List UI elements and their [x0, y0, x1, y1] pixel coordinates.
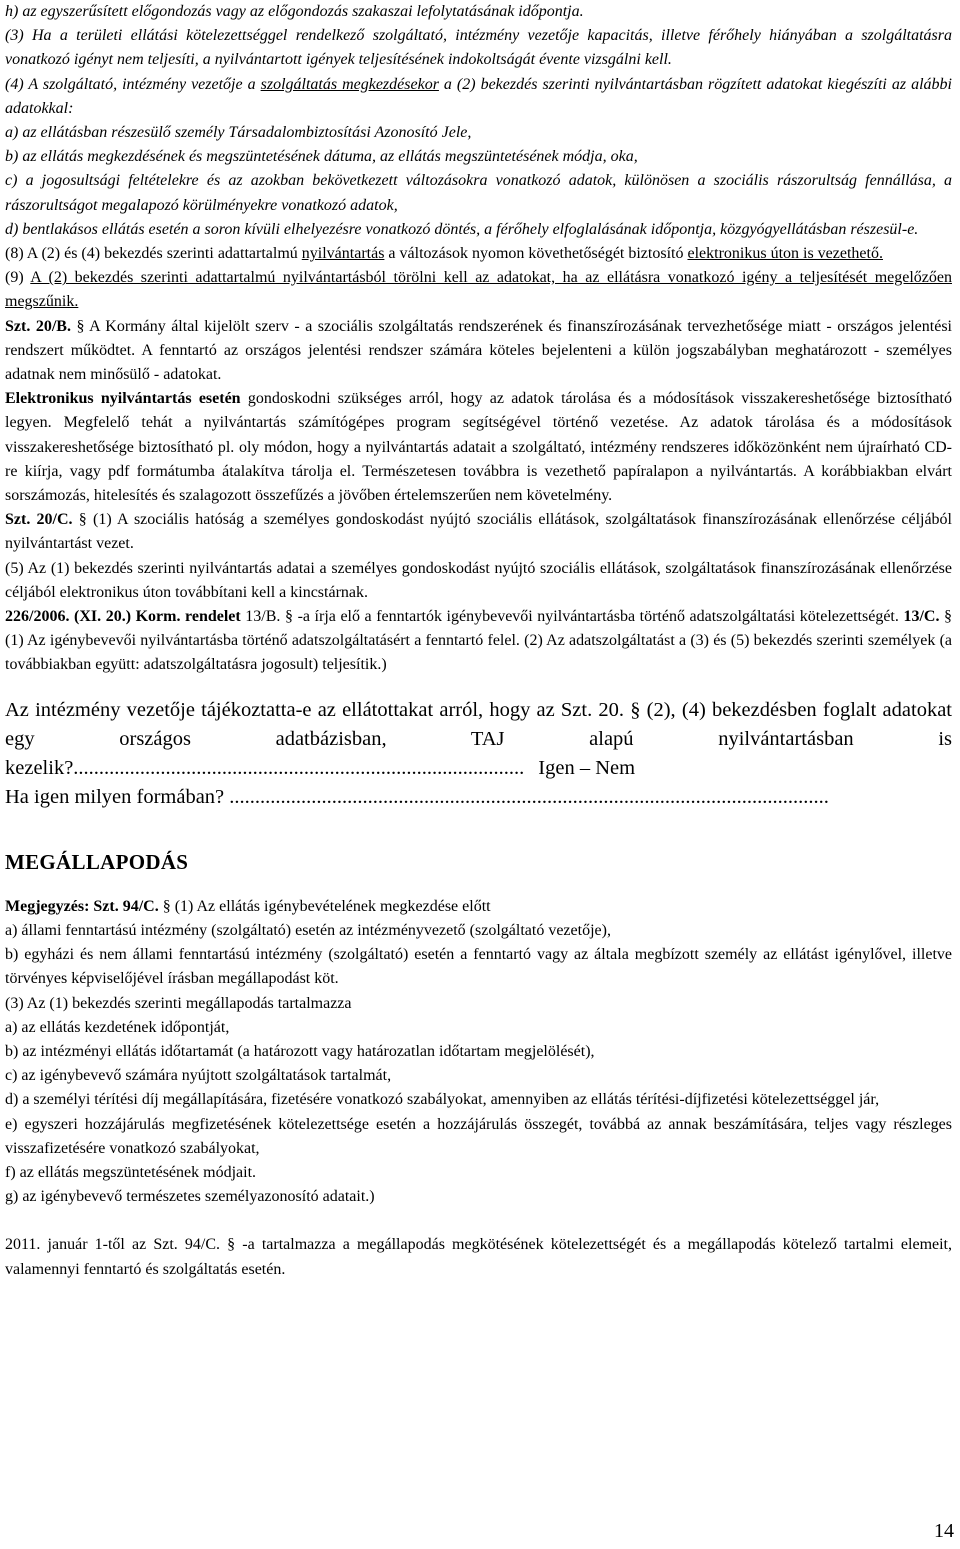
answer-dots: ..................................................................................................................... [229, 785, 829, 808]
followup-question: Ha igen milyen formában? ..................................................................................................................... [5, 785, 829, 808]
underlined-phrase: szolgáltatás megkezdésekor [260, 75, 439, 93]
note-label: Megjegyzés: Szt. 94/C. [5, 897, 159, 915]
list-item: a) az ellátás kezdetének időpontját, [5, 1018, 230, 1036]
answer-dots: ........................................................................................ [73, 756, 525, 779]
paragraph-8: (8) A (2) és (4) bekezdés szerinti adattartalmú nyilvántartás a változások nyomon követhetőségét biztosító elektronikus úton is vezethető. [5, 245, 883, 263]
yes-no-options: Igen – Nem [538, 756, 636, 779]
paragraph-5: (5) Az (1) bekezdés szerinti nyilvántartás adatai a személyes gondoskodást nyújtó szociális ellátások, szolgáltatások finanszírozásának ellenőrzése céljából elektronikus úton továbbítani kell a kincstárnak. [5, 559, 952, 601]
list-item: g) az igénybevevő természetes személyazonosító adatait.) [5, 1188, 375, 1206]
list-item: c) az igénybevevő számára nyújtott szolgáltatások tartalmát, [5, 1067, 392, 1085]
list-item: d) a személyi térítési díj megállapítására, fizetésére vonatkozó szabályokat, amennyiben az ellátás térítési-díjfizetési kötelezettséggel jár, [5, 1091, 880, 1109]
section-label: Szt. 20/B. [5, 317, 71, 335]
government-decree: 226/2006. (XI. 20.) Korm. rendelet 13/B. § -a írja elő a fenntartók igénybevevői nyilvántartásba történő adatszolgáltatási kötelezettségét. 13/C. § (1) Az igénybevevői nyilvántartásba történő adatszolgáltatásért a fenntartó felel. (2) Az adatszolgáltatást a (3) és (5) bekezdés szerinti személyek (a továbbiakban együtt: adatszolgáltatásra jogosult) teljesítik.) [5, 608, 953, 674]
list-item: b) az intézményi ellátás időtartamát (a határozott vagy határozatlan időtartam megjelölését), [5, 1042, 595, 1060]
list-item: e) egyszeri hozzájárulás megfizetésének kötelezettsége esetén a hozzájárulás összegét, továbbá az annak beszámítására, teljes vagy részleges visszafizetésére vonatkozó szabályokat, [5, 1115, 952, 1157]
paragraph-3: (3) Ha a területi ellátási kötelezettséggel rendelkező szolgáltató, intézmény vezetője kapacitás, illetve férőhely hiányában a szolgáltatásra vonatkozó igényt nem teljesíti, a nyilvántartott igények teljesítésének indokoltságát évente vizsgálni kell. [5, 27, 952, 69]
page-number: 14 [934, 1520, 954, 1542]
section-heading: MEGÁLLAPODÁS [5, 849, 189, 874]
note: Megjegyzés: Szt. 94/C. § (1) Az ellátás igénybevételének megkezdése előtt [5, 897, 491, 915]
list-item: c) a jogosultsági feltételekre és az azokban bekövetkezett változásokra vonatkozó adatok, különösen a szociális rászorultság fennállása, a rászorultságot megalapozó körülményekre vonatkozó adatok, [5, 172, 952, 214]
document-page [5, 0, 952, 1282]
list-item: b) az ellátás megkezdésének és megszüntetésének dátuma, az ellátás megszüntetésének módja, oka, [5, 148, 638, 166]
section-label: Szt. 20/C. [5, 511, 73, 529]
paragraph-9: (9) A (2) bekezdés szerinti adattartalmú nyilvántartásból törölni kell az adatokat, ha az ellátásra vonatkozó igény a teljesítését megelőzően megszűnik. [5, 269, 952, 311]
szt-20b: Szt. 20/B. § A Kormány által kijelölt szerv - a szociális szolgáltatás rendszerének és finanszírozásának tervezhetősége miatt - országos jelentési rendszert működtet. A fenntartó az országos jelentési rendszer számára köteles bejelenteni a külön jogszabályban meghatározott - személyes adatnak nem minősülő - adatokat. [5, 317, 952, 384]
paragraph-4: (4) A szolgáltató, intézmény vezetője a szolgáltatás megkezdésekor a (2) bekezdés szerinti nyilvántartásban rögzített adatokat kiegészíti az alábbi adatokkal: [5, 75, 952, 117]
list-item: f) az ellátás megszüntetésének módjait. [5, 1163, 257, 1181]
list-item: d) bentlakásos ellátás esetén a soron kívüli elhelyezésre vonatkozó döntés, a férőhely elfoglalásának időpontja, közgyógyellátásban részesül-e. [5, 220, 919, 238]
list-item: (3) Az (1) bekezdés szerinti megállapodás tartalmazza [5, 994, 352, 1012]
szt-20c: Szt. 20/C. § (1) A szociális hatóság a személyes gondoskodást nyújtó szociális ellátások, szolgáltatások finanszírozásának ellenőrzése céljából nyilvántartást vezet. [5, 511, 953, 553]
electronic-register-note: Elektronikus nyilvántartás esetén gondoskodni szükséges arról, hogy az adatok tárolása és a módosítások visszakereshetősége biztosítható legyen. Megfelelő tehát a nyilvántartás számítógépes program segítségével történő vezetése. Az adatok tárolása és a módosítások visszakereshetősége biztosítható pl. oly módon, hogy a nyilvántartás adatait a szolgáltató, intézmény rendszeres időközönként nem újraírható CD-re kiírja, vagy pdf formátumba átalakítva tárolja el. Természetesen továbbra is vezethető papíralapon a nyilvántartás. A korábbiakban elvárt sorszámozás, hitelesítés és szalagozott összefűzés a jövőben értelemszerűen nem követelmény. [5, 390, 952, 505]
list-item: a) az ellátásban részesülő személy Társadalombiztosítási Azonosító Jele, [5, 124, 472, 142]
list-item: b) egyházi és nem állami fenntartású intézmény (szolgáltató) esetén a fenntartó vagy az általa megbízott személy az ellátást igénylővel, illetve törvényes képviselőjével írásban megállapodást köt. [5, 946, 952, 988]
item-h: h) az egyszerűsített előgondozás vagy az előgondozás szakaszai lefolytatásának időpontja. [5, 3, 584, 20]
list-item: a) állami fenntartású intézmény (szolgáltató) esetén az intézményvezető (szolgáltató vezetője), [5, 921, 611, 939]
question-text: Az intézmény vezetője tájékoztatta-e az ellátottakat arról, hogy az Szt. 20. § (2), (4) bekezdésben foglalt adatokat egy országos adatbázisban, TAJ alapú nyilvántartásban is kezelik?........................................................................................ Igen – Nem [5, 698, 952, 779]
closing-paragraph: 2011. január 1-től az Szt. 94/C. § -a tartalmazza a megállapodás megkötésének kötelezettségét és a megállapodás kötelező tartalmi elemeit, valamennyi fenntartó és szolgáltatás esetén. [5, 1236, 952, 1278]
